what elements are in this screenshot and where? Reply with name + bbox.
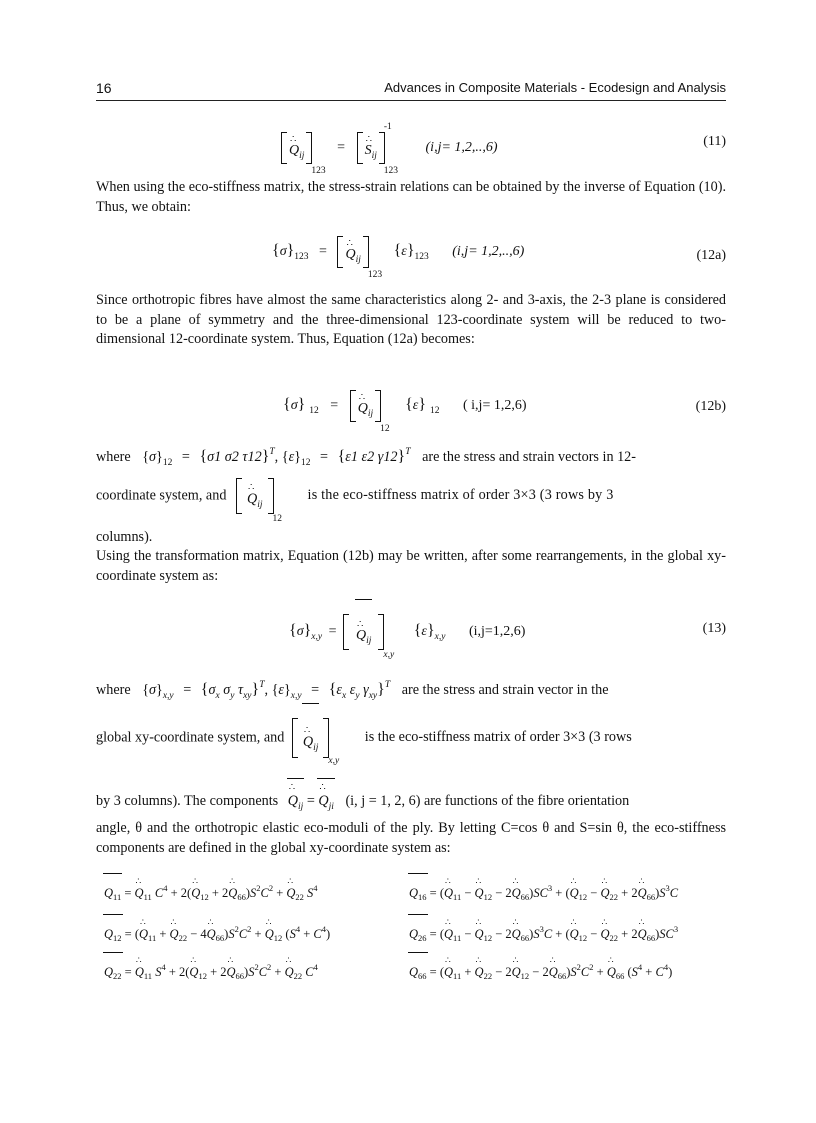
equation-number: (13) bbox=[702, 621, 726, 636]
equation-12a: $\{\sigma\}_{123}$ = ∴ $Q_{ij}123$ $\{\varepsilon\}_{123}$ (i,j= 1,2,..,6) bbox=[272, 236, 524, 280]
equation-condition: ( i,j= 1,2,6) bbox=[463, 398, 527, 414]
paragraph: angle, θ and the orthotropic elastic eco-moduli of the ply. By letting C=cos θ and S=sin θ, the eco-stiffness components are defined in the global xy-coordinate system as: bbox=[96, 820, 726, 856]
paragraph: Since orthotropic fibres have almost the same characteristics along 2- and 3-axis, the 2-3 plane is considered to be a plane of symmetry and the three-dimensional 123-coordinate system will be reduced to two-dimensional 12-coordinate system. Thus, Equation (12a) becomes: bbox=[96, 292, 726, 347]
equation-11: ∴ $Q_{ij}123$ = ∴ $S_{ij}-1123$ (i,j= 1,2,..,6) bbox=[281, 122, 498, 176]
equation-condition: (i,j= 1,2,..,6) bbox=[425, 140, 498, 155]
paragraph: Using the transformation matrix, Equation (12b) may be written, after some rearrangements, in the global xy-coordinate system as: bbox=[96, 548, 726, 584]
running-header bbox=[96, 78, 726, 101]
matrix-bracket: ∴ $Q_{ij}$ bbox=[350, 390, 381, 422]
matrix-bracket: ∴ $S_{ij}$ bbox=[357, 132, 385, 164]
formula-q22: $Q_{22}$ = ∴ $Q_{11}$ $S^4$ + 2(∴ $Q_{12}$ + 2∴ $Q_{66})S^2C^2$ + ∴ $Q_{22}$ $C^4$ bbox=[104, 962, 318, 981]
matrix-bracket: ∴ $Q_{ij}$ bbox=[281, 132, 312, 164]
equation-number: (12a) bbox=[696, 248, 726, 263]
paragraph: When using the eco-stiffness matrix, the stress-strain relations can be obtained by the inverse of Equation (10). Thus, we obtain: bbox=[96, 179, 726, 215]
paragraph-matrix-def-12: coordinate system, and ∴ $Q_{ij}12$ is the eco-stiffness matrix of order 3×3 (3 rows by 3 bbox=[96, 478, 726, 524]
formula-q26: $Q_{26}$ = (∴ $Q_{11}$ − ∴ $Q_{12}$ − 2∴ $Q_{66})S^3C$ + (∴ $Q_{12}$ − ∴ $Q_{22}$ + 2∴ $Q_{66})SC^3$ bbox=[409, 924, 678, 943]
matrix-bracket: ∴ $Q_{ij}$ bbox=[292, 718, 330, 758]
equation-condition: (i,j=1,2,6) bbox=[468, 624, 526, 640]
paragraph-vector-def-12: where $\{\sigma\}_{12} = \{\sigma 1$ σ2 τ12}$^T$, $\{\varepsilon\}_{12} = \{\varepsilon 1$ ε2 γ12}$^T$ are the stress and strain vectors in 12- bbox=[96, 447, 636, 468]
formula-q11: $Q_{11}$ = ∴ $Q_{11}$ $C^4$ + 2(∴ $Q_{12}$ + 2∴ $Q_{66})S^2C^2$ + ∴ $Q_{22}$ $S^4$ bbox=[104, 883, 318, 902]
formula-q66: $Q_{66}$ = (∴ $Q_{11}$ + ∴ $Q_{22}$ − 2∴ $Q_{12}$ − 2∴ $Q_{66})S^2C^2$ + ∴ $Q_{66}$ $(S^4 + C^4)$ bbox=[409, 962, 672, 981]
paragraph-matrix-def-xy: global xy-coordinate system, and ∴ $Q_{ij}x,y$ is the eco-stiffness matrix of order 3×3 (3 rows bbox=[96, 718, 726, 766]
equation-number: (11) bbox=[703, 134, 726, 149]
formula-q16: $Q_{16}$ = (∴ $Q_{11}$ − ∴ $Q_{12}$ − 2∴ $Q_{66})SC^3$ + (∴ $Q_{12}$ − ∴ $Q_{22}$ + 2∴ $Q_{66})S^3C$ bbox=[409, 883, 678, 902]
equation-12b: {σ} $_{12}$ = ∴ $Q_{ij}12$ {ε} $_{12}$ ( i,j= 1,2,6) bbox=[283, 390, 527, 434]
matrix-bracket: ∴ $Q_{ij}$ bbox=[337, 236, 368, 268]
running-title: Advances in Composite Materials - Ecodesign and Analysis bbox=[384, 80, 726, 95]
equation-number: (12b) bbox=[695, 399, 726, 414]
paragraph: columns). bbox=[96, 529, 153, 545]
equation-13: $\{\sigma\}_{x,y}$ = ∴ $Q_{ij}x,y$ $\{\varepsilon\}_{x,y}$ (i,j=1,2,6) bbox=[289, 614, 525, 660]
matrix-bracket: ∴ $Q_{ij}$ bbox=[343, 614, 384, 650]
formula-q12: $Q_{12}$ = (∴ $Q_{11}$ + ∴ $Q_{22}$ − 4∴ $Q_{66})S^2C^2$ + ∴ $Q_{12}$ $(S^4 + C^4)$ bbox=[104, 924, 330, 943]
page-number: 16 bbox=[96, 80, 112, 96]
equation-condition: (i,j= 1,2,..,6) bbox=[452, 244, 525, 260]
paragraph-components: by 3 columns). The components ∴ $Q_{ij}$ = ∴ $Q_{ji}$ (i, j = 1, 2, 6) are functions of the fibre orientation bbox=[96, 793, 726, 812]
matrix-bracket: ∴ $Q_{ij}$ bbox=[236, 478, 274, 514]
paragraph-vector-def-xy: where $\{\sigma\}_{x,y} = \{\sigma_x$ $\sigma_y$ $\tau_{xy}\}^T$, $\{\varepsilon\}_{x,y} = \{\varepsilon_x$ $\varepsilon_y$ $\gamma_{xy}\}^T$ are the stress and strain vector in the bbox=[96, 680, 609, 701]
